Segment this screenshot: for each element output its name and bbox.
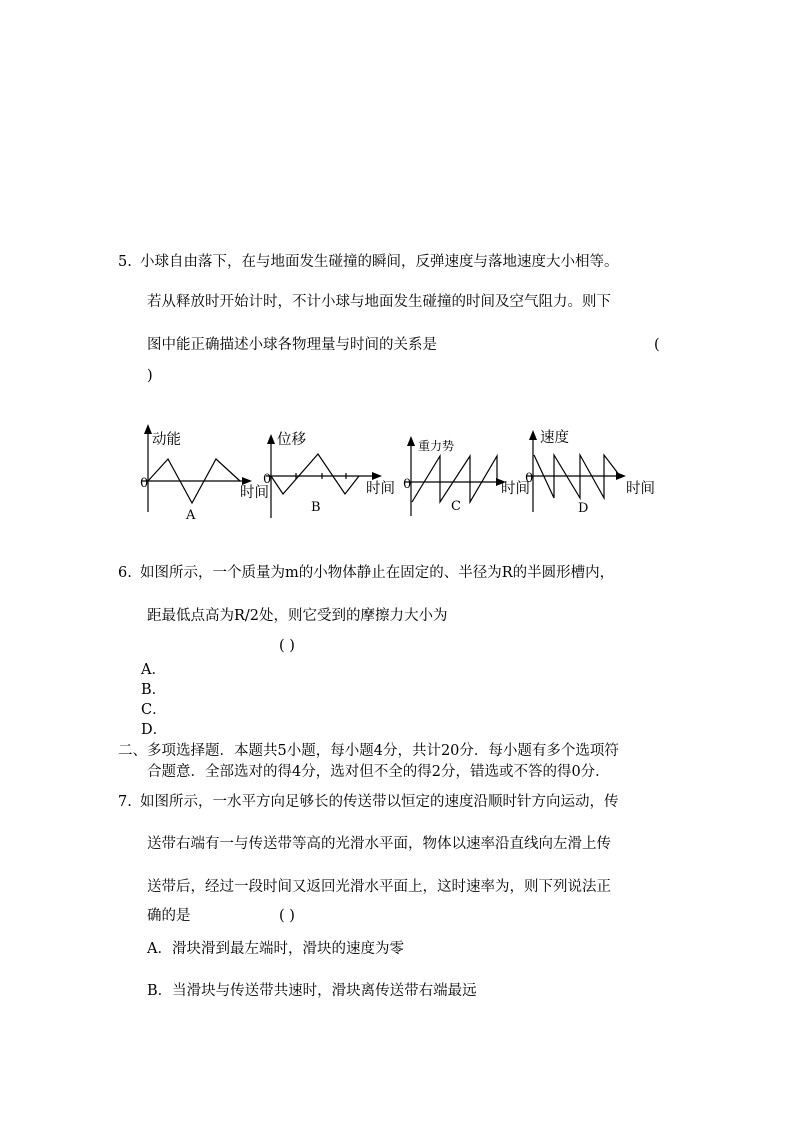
question-6-line-2: 距最低点高为R/2处，则它受到的摩擦力大小为	[147, 608, 448, 624]
section-2-heading-line-2: 合题意．全部选对的得4分，选对但不全的得2分，错选或不答的得0分．	[147, 764, 610, 780]
question-6-option-a: A．	[141, 662, 166, 678]
question-7-line-4: 确的是	[147, 908, 191, 924]
graph-d-origin: 0	[525, 471, 534, 486]
question-7-option-b: B．当滑块与传送带共速时，滑块离传送带右端最远	[147, 983, 477, 999]
graph-b-ylabel: 位移	[277, 432, 306, 448]
question-7-line-1: 如图所示，一水平方向足够长的传送带以恒定的速度沿顺时针方向运动，传	[140, 794, 619, 810]
question-7-option-a: A．滑块滑到最左端时，滑块的速度为零	[147, 941, 404, 957]
graph-c-curve	[412, 456, 497, 502]
question-5-line-3: 图中能正确描述小球各物理量与时间的关系是	[147, 337, 437, 353]
graph-c-origin: 0	[403, 477, 412, 492]
graph-d-letter: D	[578, 501, 589, 516]
question-5-line-2: 若从释放时开始计时，不计小球与地面发生碰撞的时间及空气阻力。则下	[147, 294, 611, 310]
question-7-line-3: 送带后，经过一段时间又返回光滑水平面上，这时速率为，则下列说法正	[147, 879, 611, 895]
graph-c-letter: C	[451, 499, 461, 514]
graph-d-xlabel: 时间	[626, 481, 655, 497]
graph-d-y-arrow	[529, 430, 537, 440]
graph-a-ylabel: 动能	[152, 432, 181, 448]
question-6-number: 6.	[118, 565, 132, 581]
graph-b-y-arrow	[267, 434, 275, 444]
graph-a-origin: 0	[140, 476, 149, 491]
question-7-number: 7.	[118, 794, 132, 810]
graph-a-x-arrow	[242, 477, 252, 485]
question-6-option-b: B．	[141, 682, 167, 698]
graph-c-y-arrow	[407, 436, 415, 446]
graph-c-ylabel: 重力势	[418, 439, 455, 453]
graph-b-origin: 0	[263, 472, 272, 487]
question-5-number: 5.	[118, 254, 132, 270]
question-6-line-1: 如图所示，一个质量为m的小物体静止在固定的、半径为R的半圆形槽内，	[140, 565, 615, 581]
question-6-option-d: D．	[141, 722, 168, 738]
question-7-line-2: 送带右端有一与传送带等高的光滑水平面，物体以速率沿直线向左滑上传	[147, 836, 611, 852]
graph-b-xlabel: 时间	[366, 481, 395, 497]
question-6-paren: ( )	[279, 638, 295, 654]
graph-c-xlabel: 时间	[501, 481, 530, 497]
question-7-paren: ( )	[279, 908, 295, 924]
question-5-paren-close: )	[147, 368, 153, 384]
graph-a-xlabel: 时间	[240, 485, 269, 501]
graph-b-x-arrow	[372, 472, 382, 480]
section-2-heading-line-1: 二、多项选择题．本题共5小题，每小题4分，共计20分．每小题有多个选项符	[118, 743, 619, 759]
graph-a-letter: A	[186, 508, 196, 523]
graph-d-ylabel: 速度	[540, 430, 569, 446]
question-5-paren-open: (	[654, 337, 660, 353]
question-6-option-c: C．	[141, 702, 167, 718]
graph-a-y-arrow	[144, 424, 152, 434]
question-5-line-1: 小球自由落下，在与地面发生碰撞的瞬间，反弹速度与落地速度大小相等。	[140, 254, 619, 270]
graph-b-letter: B	[311, 500, 321, 515]
